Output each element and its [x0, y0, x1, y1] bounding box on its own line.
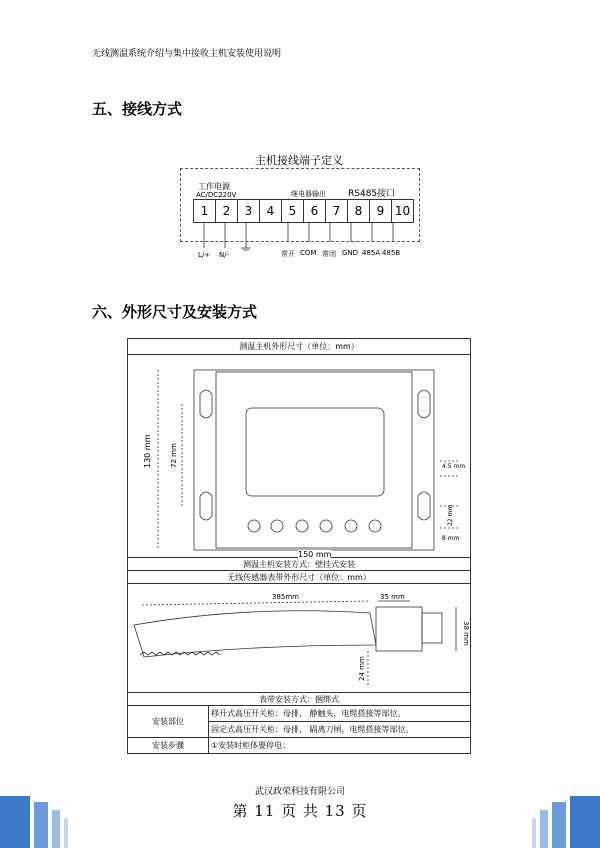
dim-45: 4.5 mm: [442, 463, 466, 470]
terminal-5: 5: [282, 200, 304, 222]
power-label: 工作电源: [198, 182, 230, 191]
install-location-label: 安装部位: [128, 706, 209, 738]
terminal-block: [193, 199, 414, 223]
terminal-title: 主机接线端子定义: [255, 154, 343, 167]
pin-label-1: L/+: [198, 251, 211, 259]
sensor-drawing-cell: [128, 584, 471, 693]
pin-label-2: N/-: [219, 251, 230, 259]
terminal-9: 9: [370, 200, 392, 222]
terminal-2: 2: [216, 200, 238, 222]
footer-page-number: 第 11 页 共 13 页: [232, 802, 368, 820]
dim-72: 72 mm: [170, 443, 178, 468]
install-steps-label: 安装步骤: [128, 738, 209, 754]
install-location-line-1: 移开式高压开关柜：母排， 静触头，电缆搭接等部位。: [209, 706, 471, 722]
host-drawing: [130, 356, 470, 556]
page-header: 无线测温系统介绍与集中接收主机安装使用说明: [92, 49, 282, 59]
terminal-1: 1: [194, 200, 216, 222]
terminal-7: 7: [326, 200, 348, 222]
dim-35: 35 mm: [380, 593, 405, 601]
rs485-label: RS485接口: [348, 189, 396, 199]
install-location-line-2: 固定式高压开关柜：母排， 隔离刀闸，电缆搭接等部位。: [209, 722, 471, 738]
host-dim-title: 测温主机外形尺寸（单位：mm）: [128, 339, 471, 355]
terminal-3: 3: [238, 200, 260, 222]
dim-8: 8 mm: [442, 535, 460, 542]
install-steps-line-1: ①安装时柜体要停电；: [209, 738, 471, 754]
pin-label-6: COM: [300, 249, 317, 257]
terminal-6: 6: [304, 200, 326, 222]
relay-label: 继电器输出: [291, 190, 326, 198]
terminal-10: 10: [394, 204, 411, 218]
power-spec: AC/DC220V: [196, 191, 237, 199]
pin-label-7: 常闭: [322, 250, 336, 258]
sensor-dim-title: 无线传感器表带外形尺寸（单位：mm）: [128, 571, 471, 584]
footer-company: 武汉政荣科技有限公司: [254, 787, 345, 797]
pin-label-9: 485A: [362, 249, 381, 257]
pin-label-10: 485B: [382, 249, 401, 257]
pin-label-8: GND: [342, 249, 359, 257]
dimension-table: [127, 338, 471, 754]
dim-38: 38 mm: [462, 621, 470, 646]
host-drawing-cell: [128, 355, 471, 558]
section5-title: 五、接线方式: [92, 100, 183, 118]
host-install: 测温主机安装方式：壁挂式安装: [128, 558, 471, 571]
dim-150: 150 mm: [298, 550, 332, 559]
strap-install: 表带安装方式：捆绑式: [128, 693, 471, 706]
dim-22: 22 mm: [447, 504, 454, 526]
terminal-4: 4: [260, 200, 282, 222]
sensor-drawing: [130, 585, 470, 691]
dim-130: 130 mm: [143, 434, 152, 468]
dim-24: 24 mm: [358, 656, 366, 681]
section6-title: 六、外形尺寸及安装方式: [92, 303, 258, 321]
dim-385: 385mm: [272, 593, 299, 601]
pin-label-5: 常开: [281, 250, 295, 258]
terminal-8: 8: [348, 200, 370, 222]
